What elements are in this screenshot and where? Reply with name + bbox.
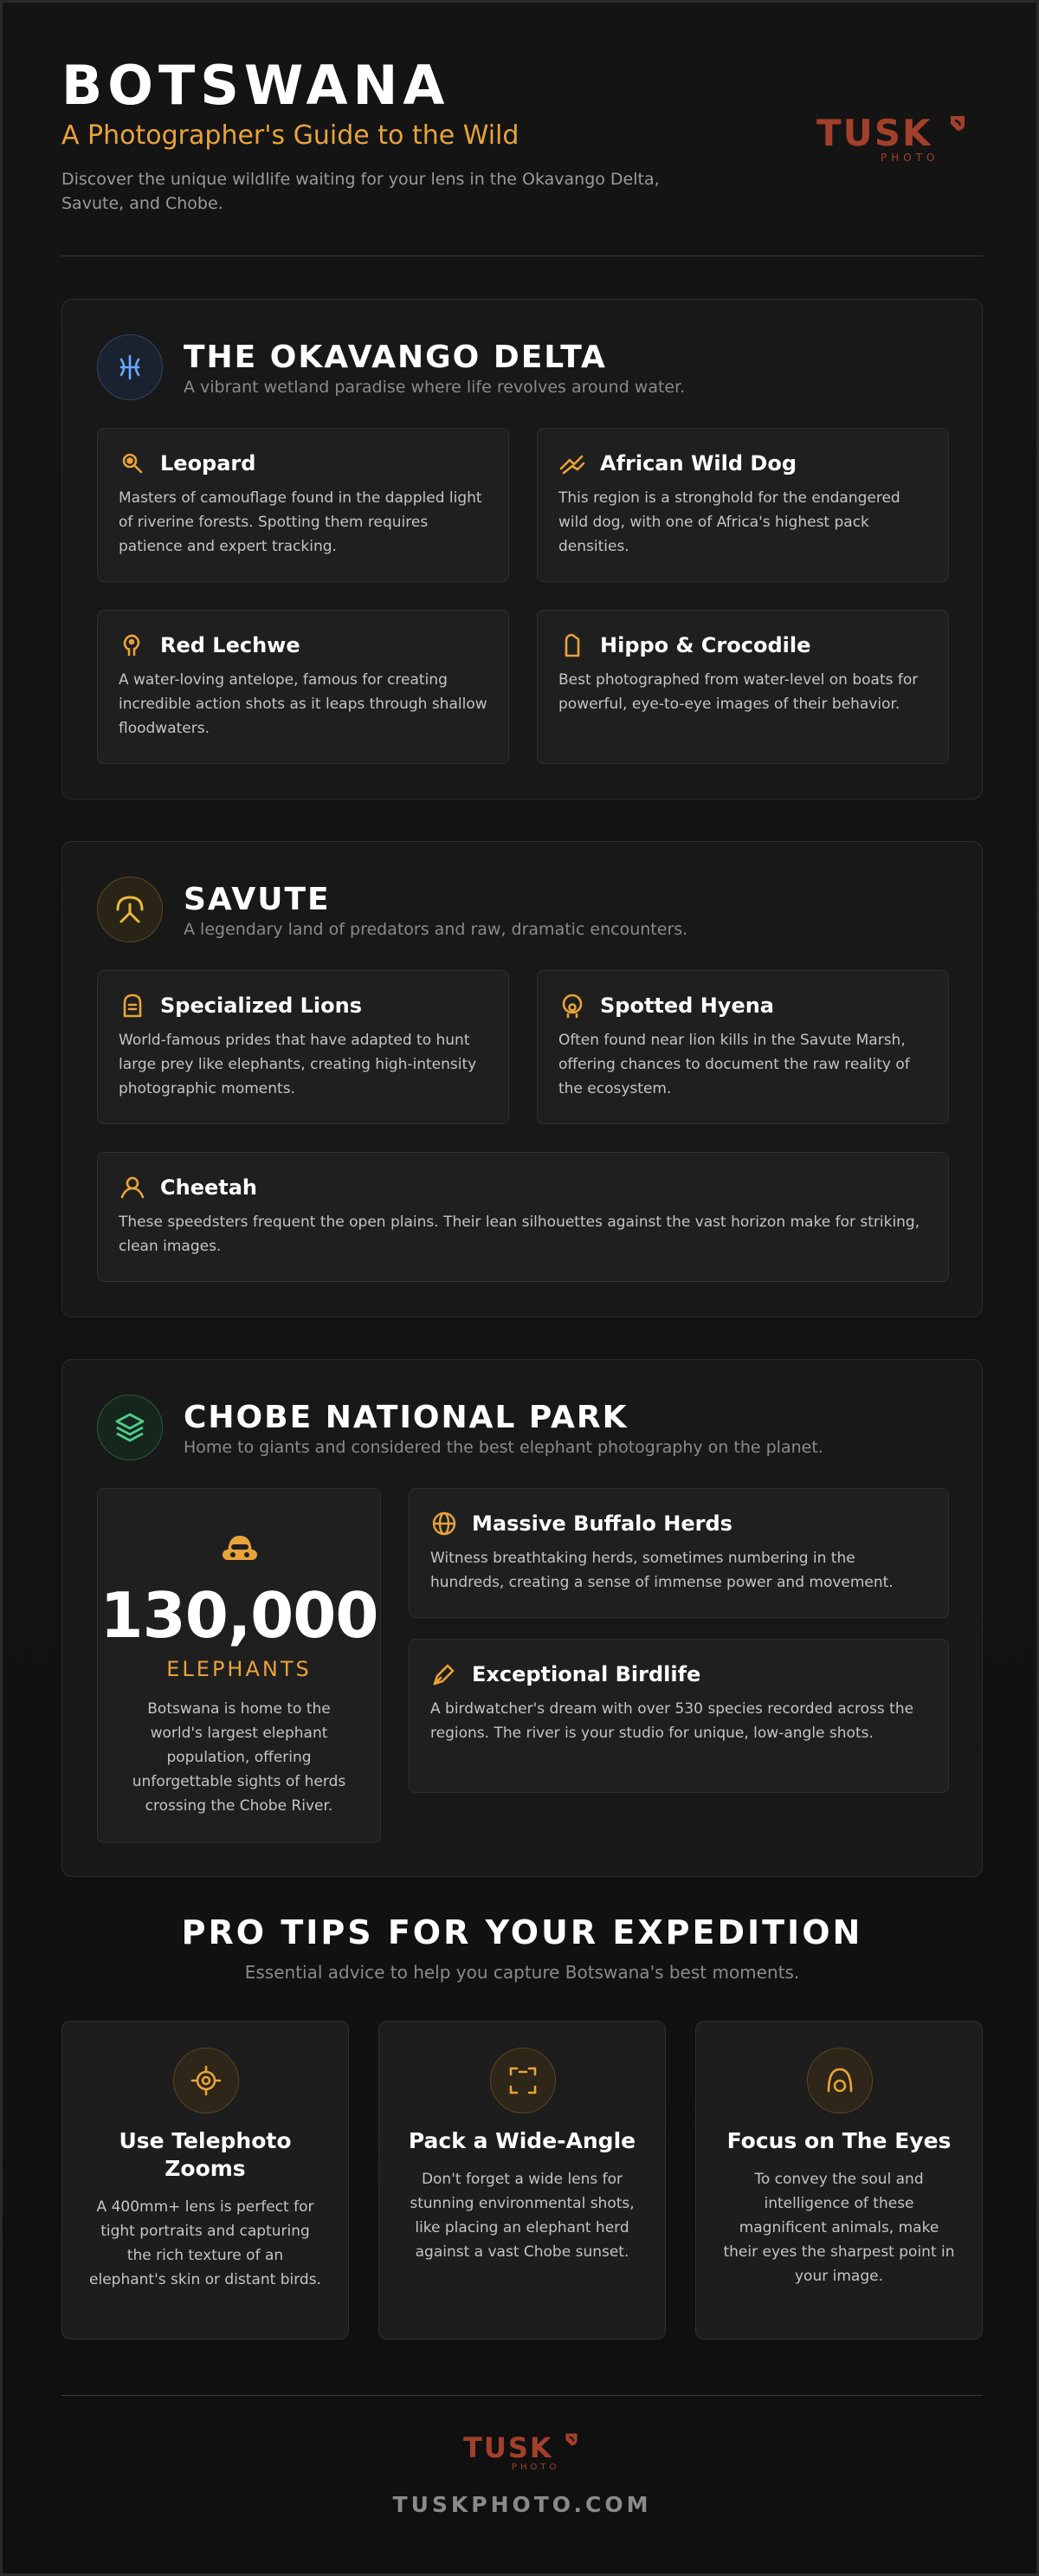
header — [61, 55, 983, 256]
wild-dog-icon — [558, 450, 586, 477]
card-body: This region is a stronghold for the endangered wild dog, with one of Africa's highest pack densities. — [558, 489, 900, 555]
tusk-icon — [564, 2431, 579, 2447]
card-body: Masters of camouflage found in the dappled light of riverine forests. Spotting them requires patience and expert tracking. — [119, 489, 482, 555]
page-title: BOTSWANA — [61, 54, 450, 117]
page-intro: Discover the unique wildlife waiting for your lens in the Okavango Delta, Savute, and Chobe. — [61, 170, 660, 213]
eye-icon — [807, 2048, 873, 2113]
water-icon — [97, 334, 163, 400]
section-subtitle: Home to giants and considered the best elephant photography on the planet. — [184, 1438, 823, 1457]
card-title: Cheetah — [160, 1175, 258, 1200]
card-leopard — [97, 428, 509, 582]
tips-title: PRO TIPS FOR YOUR EXPEDITION — [181, 1913, 863, 1951]
footer-submark: PHOTO — [512, 2463, 560, 2472]
section-subtitle: A vibrant wetland paradise where life revolves around water. — [184, 378, 686, 397]
card-body: A water-loving antelope, famous for creating incredible action shots as it leaps through shallow floodwaters. — [119, 671, 487, 737]
elephant-icon — [219, 1529, 261, 1567]
stat-number: 130,000 — [100, 1579, 378, 1652]
footer-url: TUSKPHOTO.COM — [392, 2492, 652, 2517]
feather-icon — [430, 1660, 458, 1688]
tips-subtitle: Essential advice to help you capture Botswana's best moments. — [244, 1962, 800, 1983]
leopard-icon — [119, 450, 146, 477]
section-header — [97, 334, 945, 404]
tip-wide-angle — [378, 2021, 666, 2340]
tip-title: Focus on The Eyes — [726, 2128, 952, 2153]
footer-divider — [61, 2395, 983, 2396]
card-birdlife — [409, 1639, 949, 1793]
tip-focus-eyes — [695, 2021, 983, 2340]
footer-logo — [463, 2431, 584, 2475]
brand-logo — [816, 112, 972, 164]
stat-card-elephants — [97, 1488, 381, 1843]
tip-title: Use Telephoto Zooms — [119, 2128, 292, 2181]
section-title: CHOBE NATIONAL PARK — [184, 1400, 629, 1435]
section-title: THE OKAVANGO DELTA — [184, 340, 607, 375]
wide-angle-icon — [490, 2048, 556, 2113]
tip-title: Pack a Wide-Angle — [408, 2128, 636, 2153]
card-title: Exceptional Birdlife — [472, 1662, 701, 1686]
tip-telephoto — [61, 2021, 349, 2340]
section-title: SAVUTE — [184, 882, 331, 917]
section-subtitle: A legendary land of predators and raw, dramatic encounters. — [184, 920, 688, 939]
card-hippo-crocodile — [537, 610, 949, 764]
card-body: Often found near lion kills in the Savute Marsh, offering chances to document the raw reality of the ecosystem. — [558, 1032, 910, 1097]
card-wild-dog — [537, 428, 949, 582]
section-chobe — [61, 1359, 983, 1877]
card-title: African Wild Dog — [600, 451, 797, 476]
lechwe-icon — [119, 631, 146, 659]
card-cheetah — [97, 1152, 949, 1282]
tip-body: A 400mm+ lens is perfect for tight portraits and capturing the rich texture of an elephant's skin or distant birds. — [89, 2198, 321, 2288]
card-title: Hippo & Crocodile — [600, 633, 811, 657]
card-body: World-famous prides that have adapted to hunt large prey like elephants, creating high-intensity photographic moments. — [119, 1032, 477, 1097]
section-savute — [61, 841, 983, 1317]
page-subtitle: A Photographer's Guide to the Wild — [61, 120, 520, 151]
buffalo-icon — [430, 1510, 458, 1537]
layers-icon — [97, 1395, 163, 1460]
stat-body: Botswana is home to the world's largest elephant population, offering unforgettable sights of herds crossing the Chobe River. — [132, 1700, 346, 1815]
card-buffalo-herds — [409, 1488, 949, 1618]
card-title: Spotted Hyena — [600, 994, 774, 1018]
card-specialized-lions — [97, 970, 509, 1124]
section-header — [97, 1395, 945, 1464]
card-body: These speedsters frequent the open plains. Their lean silhouettes against the vast horizon make for striking, clean images. — [119, 1214, 920, 1255]
card-title: Red Lechwe — [160, 633, 300, 657]
brand-wordmark: TUSK — [816, 112, 933, 154]
brand-submark: PHOTO — [881, 152, 939, 164]
card-body: Best photographed from water-level on boats for powerful, eye-to-eye images of their behavior. — [558, 671, 919, 713]
card-body: Witness breathtaking herds, sometimes numbering in the hundreds, creating a sense of immense power and movement. — [430, 1550, 894, 1591]
tip-body: Don't forget a wide lens for stunning environmental shots, like placing an elephant herd against a vast Chobe sunset. — [410, 2171, 635, 2261]
tusk-icon — [948, 113, 967, 133]
section-header — [97, 877, 945, 946]
cheetah-icon — [119, 1174, 146, 1201]
card-red-lechwe — [97, 610, 509, 764]
hyena-icon — [558, 992, 586, 1019]
card-title: Specialized Lions — [160, 994, 363, 1018]
card-body: A birdwatcher's dream with over 530 species recorded across the regions. The river is your studio for unique, low-angle shots. — [430, 1700, 914, 1742]
card-title: Leopard — [160, 451, 256, 476]
hippo-icon — [558, 631, 586, 659]
predator-icon — [97, 877, 163, 942]
card-spotted-hyena — [537, 970, 949, 1124]
section-okavango — [61, 299, 983, 799]
tip-body: To convey the soul and intelligence of these magnificent animals, make their eyes the sharpest point in your image. — [723, 2171, 955, 2285]
card-title: Massive Buffalo Herds — [472, 1511, 732, 1536]
stat-label: ELEPHANTS — [166, 1657, 312, 1681]
crosshair-icon — [173, 2048, 239, 2113]
footer-wordmark: TUSK — [463, 2431, 553, 2464]
lion-icon — [119, 992, 146, 1019]
